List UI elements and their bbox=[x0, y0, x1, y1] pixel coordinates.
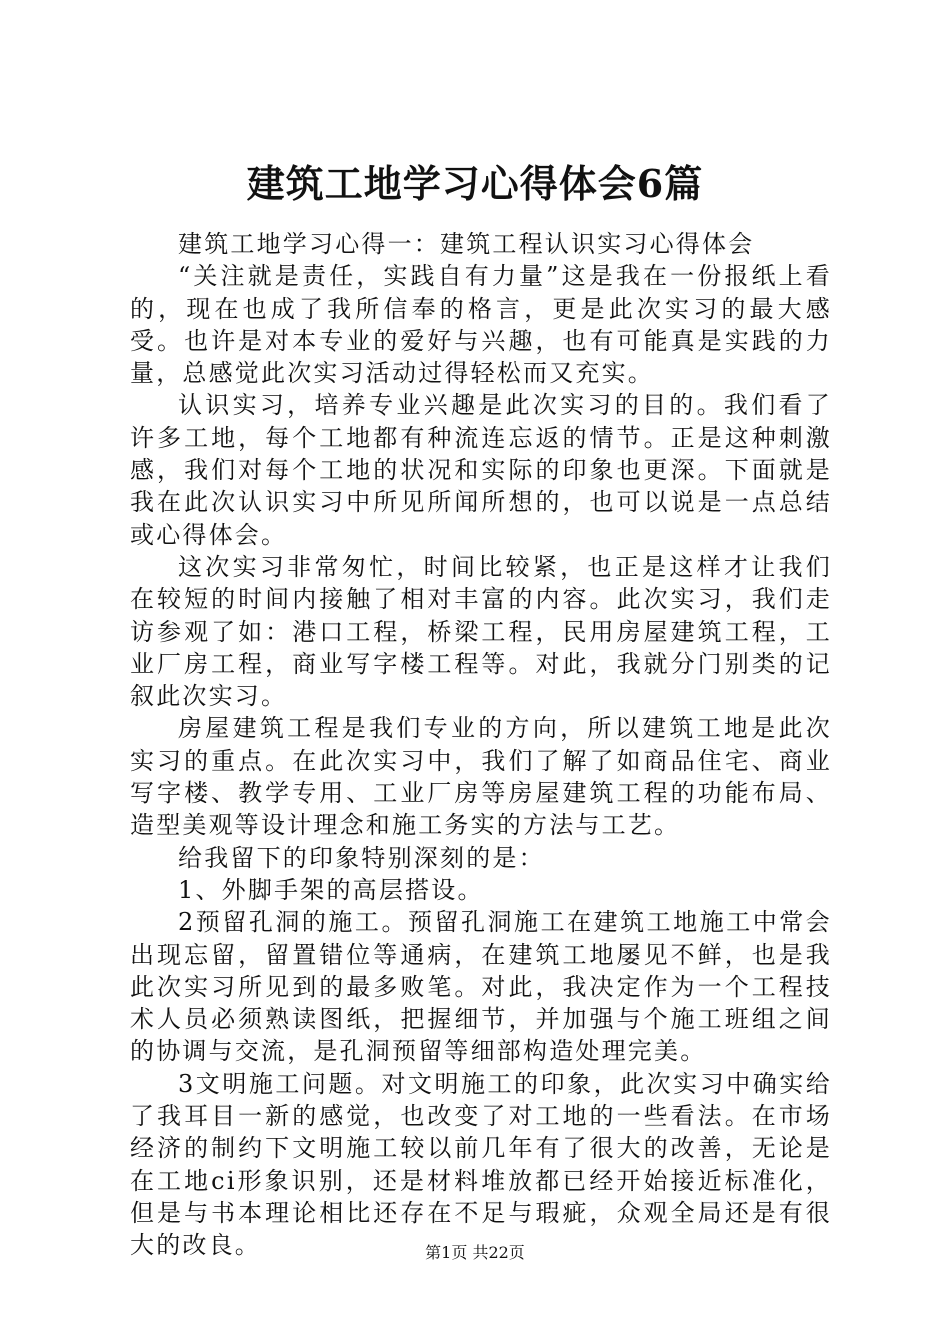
paragraph-2: 认识实习，培养专业兴趣是此次实习的目的。我们看了许多工地，每个工地都有种流连忘返的情节。正是这种刺激感，我们对每个工地的状况和实际的印象也更深。下面就是我在此次认识实习中所见所闻所想的，也可以说是一点总结或心得体会。 bbox=[130, 391, 832, 549]
document-body bbox=[130, 228, 832, 1262]
paragraph-6: 1、外脚手架的高层搭设。 bbox=[178, 875, 484, 904]
paragraph-1: “关注就是责任，实践自有力量”这是我在一份报纸上看的，现在也成了我所信奉的格言，更是此次实习的最大感受。也许是对本专业的爱好与兴趣，也有可能真是实践的力量，总感觉此次实习活动过得轻松而又充实。 bbox=[130, 262, 832, 388]
paragraph-subtitle: 建筑工地学习心得一：建筑工程认识实习心得体会 bbox=[178, 230, 755, 258]
document-title: 建筑工地学习心得体会6篇 bbox=[246, 161, 704, 206]
paragraph-8: 3文明施工问题。对文明施工的印象，此次实习中确实给了我耳目一新的感觉，也改变了对工地的一些看法。在市场经济的制约下文明施工较以前几年有了很大的改善，无论是在工地ci形象识别，还是材料堆放都已经开始接近标准化，但是与书本理论相比还存在不足与瑕疵，众观全局还是有很大的改良。 bbox=[130, 1069, 832, 1260]
paragraph-7: 2预留孔洞的施工。预留孔洞施工在建筑工地施工中常会出现忘留，留置错位等通病，在建筑工地屡见不鲜，也是我此次实习所见到的最多败笔。对此，我决定作为一个工程技术人员必须熟读图纸，把握细节，并加强与个施工班组之间的协调与交流，是孔洞预留等细部构造处理完美。 bbox=[130, 908, 832, 1066]
paragraph-4: 房屋建筑工程是我们专业的方向，所以建筑工地是此次实习的重点。在此次实习中，我们了解了如商品住宅、商业写字楼、教学专用、工业厂房等房屋建筑工程的功能布局、造型美观等设计理念和施工务实的方法与工艺。 bbox=[130, 714, 832, 840]
paragraph-5: 给我留下的印象特别深刻的是： bbox=[178, 843, 545, 872]
paragraph-3: 这次实习非常匆忙，时间比较紧，也正是这样才让我们在较短的时间内接触了相对丰富的内容。此次实习，我们走访参观了如：港口工程，桥梁工程，民用房屋建筑工程，工业厂房工程，商业写字楼工程等。对此，我就分门别类的记叙此次实习。 bbox=[130, 552, 832, 711]
page-number-footer: 第1页 共22页 bbox=[425, 1243, 525, 1262]
